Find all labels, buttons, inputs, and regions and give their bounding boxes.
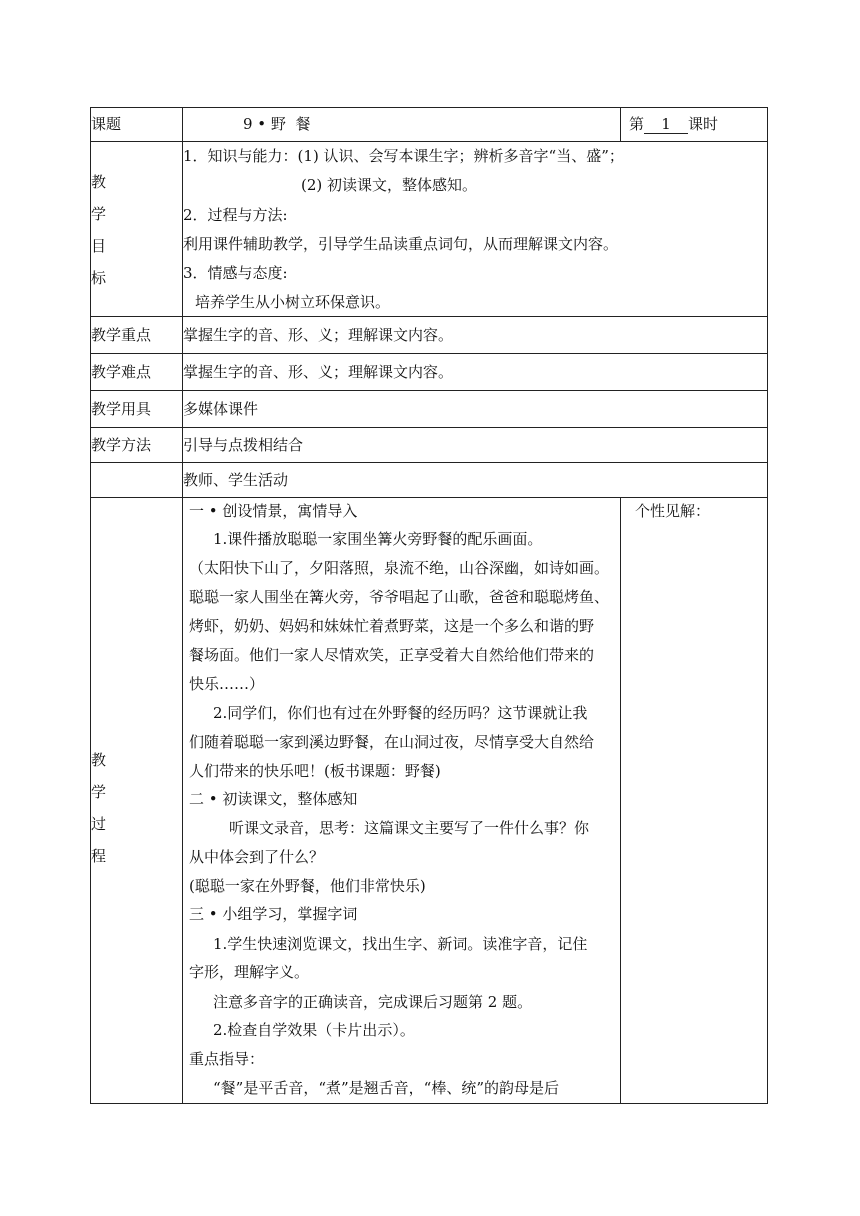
lesson-period-prefix: 第 xyxy=(629,115,645,133)
difficulties-text: 掌握生字的音、形、义；理解课文内容。 xyxy=(183,354,768,391)
lesson-period-number: 1 xyxy=(644,116,688,134)
process-line: 字形，理解字义。 xyxy=(189,963,310,981)
activities-header-empty xyxy=(91,463,183,498)
activities-header-row xyxy=(91,463,768,498)
process-line: 注意多音字的正确读音，完成课后习题第 2 题。 xyxy=(213,993,533,1011)
activities-header: 教师、学生活动 xyxy=(183,463,768,498)
key-points-label: 教学重点 xyxy=(91,317,183,354)
process-label-char: 教 xyxy=(91,751,107,769)
difficulties-row xyxy=(91,354,768,391)
process-line: 从中体会到了什么？ xyxy=(189,848,325,866)
methods-row xyxy=(91,428,768,463)
methods-label: 教学方法 xyxy=(91,428,183,463)
objective-line: 1．知识与能力：(1) 认识、会写本课生字；辨析多音字“当、盛”； xyxy=(183,147,624,165)
process-content xyxy=(183,498,621,1104)
process-line: （太阳快下山了，夕阳落照，泉流不绝，山谷深幽，如诗如画。 xyxy=(189,559,610,577)
objectives-label xyxy=(91,142,183,317)
lesson-period-cell xyxy=(621,108,768,142)
objective-line: (2) 初读课文，整体感知。 xyxy=(301,176,478,194)
objective-line: 利用课件辅助教学，引导学生品读重点词句，从而理解课文内容。 xyxy=(183,235,619,253)
topic-label: 课题 xyxy=(91,108,183,142)
process-line: 听课文录音，思考：这篇课文主要写了一件什么事？你 xyxy=(229,819,590,837)
process-line: “餐”是平舌音，“煮”是翘舌音，“棒、统”的韵母是后 xyxy=(213,1079,560,1097)
topic-cell xyxy=(183,108,621,142)
process-line: 快乐……） xyxy=(189,675,265,693)
key-points-row xyxy=(91,317,768,354)
difficulties-label: 教学难点 xyxy=(91,354,183,391)
tools-text: 多媒体课件 xyxy=(183,391,768,428)
lesson-plan-table xyxy=(90,107,768,1104)
topic-row xyxy=(91,108,768,142)
objectives-label-char: 学 xyxy=(91,205,107,223)
process-line: 二 • 初读课文，整体感知 xyxy=(189,790,358,808)
process-line: 烤虾，奶奶、妈妈和妹妹忙着煮野菜，这是一个多么和谐的野 xyxy=(189,617,595,635)
process-line: 餐场面。他们一家人尽情欢笑，正享受着大自然给他们带来的 xyxy=(189,646,595,664)
process-row xyxy=(91,498,768,1104)
objective-line: 2．过程与方法: xyxy=(183,206,288,224)
methods-text: 引导与点拨相结合 xyxy=(183,428,768,463)
process-line: 三 • 小组学习，掌握字词 xyxy=(189,905,358,923)
process-label-char: 学 xyxy=(91,783,107,801)
personal-insight-label: 个性见解： xyxy=(635,502,711,520)
process-line: 2.同学们，你们也有过在外野餐的经历吗？这节课就让我 xyxy=(213,704,588,722)
process-line: 1.课件播放聪聪一家围坐篝火旁野餐的配乐画面。 xyxy=(213,530,543,548)
objectives-row xyxy=(91,142,768,317)
process-label xyxy=(91,498,183,1104)
process-line: 们随着聪聪一家到溪边野餐，在山洞过夜，尽情享受大自然给 xyxy=(189,733,595,751)
process-line: 1.学生快速浏览课文，找出生字、新词。读准字音，记住 xyxy=(213,935,588,953)
lesson-title: 9 • 野 餐 xyxy=(243,115,311,133)
objectives-label-char: 教 xyxy=(91,173,107,191)
process-line: 聪聪一家人围坐在篝火旁，爷爷唱起了山歌，爸爸和聪聪烤鱼、 xyxy=(189,588,610,606)
objectives-label-char: 目 xyxy=(91,237,107,255)
process-label-char: 过 xyxy=(91,815,107,833)
process-line: 重点指导： xyxy=(189,1050,265,1068)
lesson-period-suffix: 课时 xyxy=(688,115,719,133)
process-label-char: 程 xyxy=(91,847,107,865)
process-line: 2.检查自学效果（卡片出示）。 xyxy=(213,1021,415,1039)
personal-insight-column xyxy=(621,498,768,1104)
process-line: 人们带来的快乐吧！(板书课题：野餐) xyxy=(189,762,441,780)
tools-row xyxy=(91,391,768,428)
tools-label: 教学用具 xyxy=(91,391,183,428)
process-line: (聪聪一家在外野餐，他们非常快乐) xyxy=(189,877,426,895)
objective-line: 3．情感与态度: xyxy=(183,264,288,282)
key-points-text: 掌握生字的音、形、义；理解课文内容。 xyxy=(183,317,768,354)
objectives-label-char: 标 xyxy=(91,269,107,287)
objective-line: 培养学生从小树立环保意识。 xyxy=(195,293,391,311)
process-line: 一 • 创设情景，寓情导入 xyxy=(189,502,358,520)
objectives-content xyxy=(183,142,768,317)
